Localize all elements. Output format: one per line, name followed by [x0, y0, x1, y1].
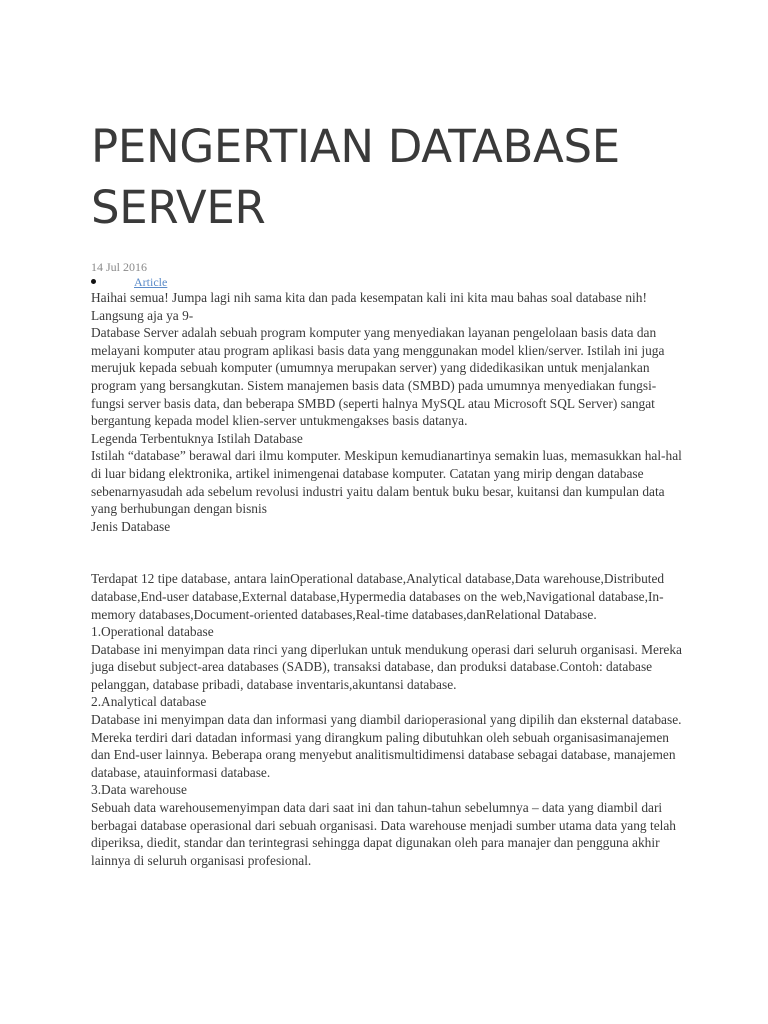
heading-analytical: 2.Analytical database: [91, 694, 207, 710]
heading-legend: Legenda Terbentuknya Istilah Database: [91, 430, 303, 446]
paragraph-data-warehouse: Sebuah data warehousemenyimpan data dari saat ini dan tahun-tahun sebelumnya – data yang diambil dari berbagai database operasional dari sebuah organisasi. Data warehouse menjadi sumber utama data yang telah diperiksa, diedit, standar dan terintegrasi sehingga dapat digunakan oleh para manajer dan pengguna akhir lainnya di seluruh organisasi profesional.: [91, 800, 676, 868]
bullet-icon: [91, 279, 96, 284]
article: [91, 116, 683, 869]
heading-data-warehouse: 3.Data warehouse: [91, 782, 187, 798]
heading-operational: 1.Operational database: [91, 624, 214, 640]
paragraph-analytical: Database ini menyimpan data dan informasi yang diambil darioperasional yang dipilih dan eksternal database. Mereka terdiri dari datadan informasi yang dirangkum paling dibutuhkan oleh sebuah organisasimanajemen dan End-user lainnya. Beberapa orang menyebut analitismultidimensi database sebagai database, manajemen database, atauinformasi database.: [91, 712, 682, 780]
article-body: [91, 289, 683, 869]
paragraph-intro: Haihai semua! Jumpa lagi nih sama kita dan pada kesempatan kali ini kita mau bahas soal database nih! Langsung aja ya 9-: [91, 290, 647, 323]
paragraph-operational: Database ini menyimpan data rinci yang diperlukan untuk mendukung operasi dari seluruh organisasi. Mereka juga disebut subject-area databases (SADB), transaksi database, dan produksi database.Contoh: database pelanggan, database pribadi, database inventaris,akuntansi database.: [91, 641, 683, 692]
paragraph-definition: Database Server adalah sebuah program komputer yang menyediakan layanan pengelolaan basis data dan melayani komputer atau program aplikasi basis data yang menggunakan model klien/server. Istilah ini juga merujuk kepada sebuah komputer (umumnya merupakan server) yang didedikasikan untuk menjalankan program yang bersangkutan. Sistem manajemen basis data (SMBD) pada umumnya menyediakan fungsi-fungsi server basis data, dan beberapa SMBD (seperti halnya MySQL atau Microsoft SQL Server) sangat bergantung kepada model klien-server untukmengakses basis datanya.: [91, 325, 665, 429]
tag-link-article[interactable]: Article: [134, 275, 168, 289]
paragraph-legend: Istilah “database” berawal dari ilmu komputer. Meskipun kemudianartinya semakin luas, memasukkan hal-hal di luar bidang elektronika, artikel inimengenai database komputer. Catatan yang mirip dengan database sebenarnyasudah ada sebelum revolusi industri yaitu dalam bentuk buku besar, kuitansi dan kumpulan data yang berhubungan dengan bisnis: [91, 448, 682, 517]
spacer: [91, 535, 683, 570]
article-date: 14 Jul 2016: [91, 260, 148, 274]
heading-types: Jenis Database: [91, 518, 171, 534]
paragraph-types: Terdapat 12 tipe database, antara lainOperational database,Analytical database,Data warehouse,Distributed database,End-user database,External database,Hypermedia databases on the web,Navigational database,In-memory databases,Document-oriented databases,Real-time databases,danRelational Database.: [91, 571, 665, 622]
article-title: PENGERTIAN DATABASE SERVER: [91, 120, 620, 234]
tag-list: [91, 275, 683, 289]
